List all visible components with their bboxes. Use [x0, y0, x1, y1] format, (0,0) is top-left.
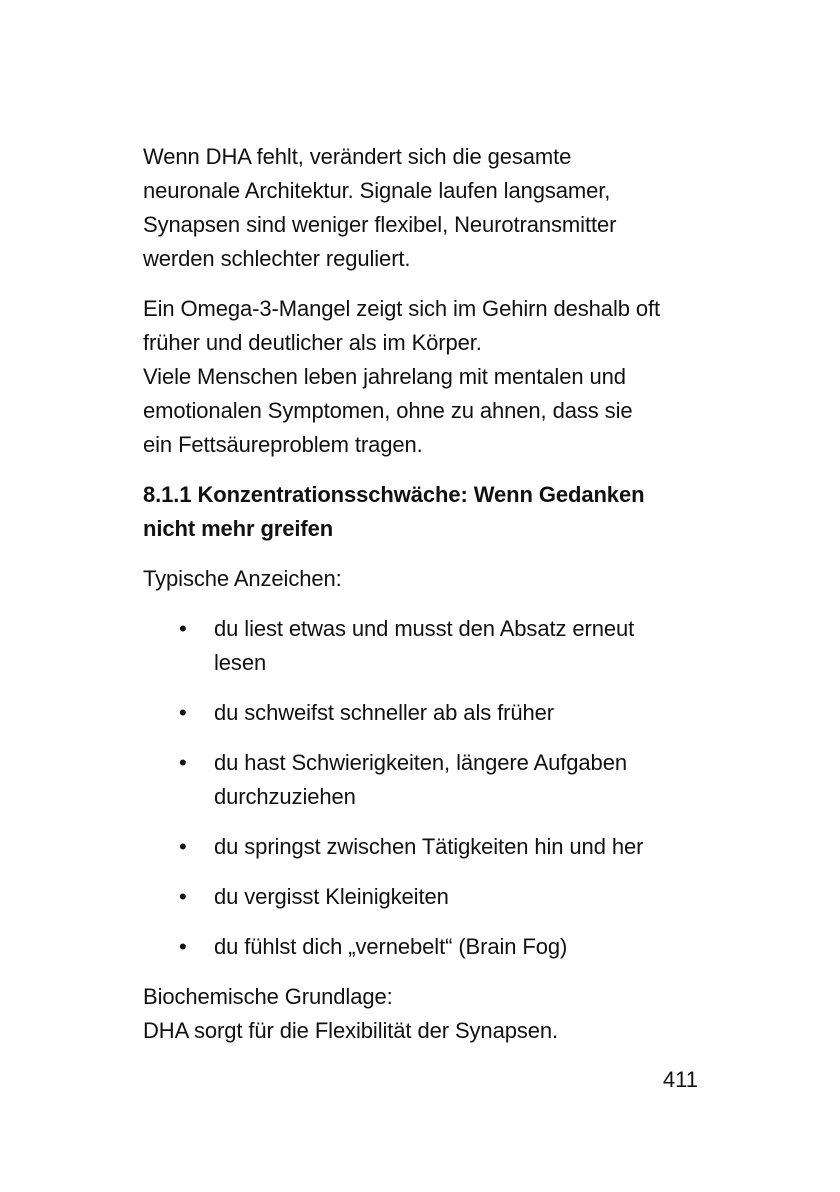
text-line: ein Fettsäureproblem tragen.	[143, 432, 423, 457]
text-line: Biochemische Grundlage:	[143, 984, 393, 1009]
text-line: neuronale Architektur. Signale laufen langsamer,	[143, 178, 611, 203]
bullet-icon: •	[179, 700, 187, 725]
paragraph-dha-deficiency	[143, 140, 703, 276]
list-item-text: du liest etwas und musst den Absatz erneut	[214, 616, 635, 641]
heading-line: nicht mehr greifen	[143, 516, 334, 541]
text-line: werden schlechter reguliert.	[143, 246, 411, 271]
paragraph-omega3-deficiency	[143, 292, 703, 462]
bullet-icon: •	[179, 750, 187, 775]
symptom-list	[143, 612, 703, 964]
text-line: Viele Menschen leben jahrelang mit mentalen und	[143, 364, 626, 389]
text-line: Typische Anzeichen:	[143, 566, 342, 591]
list-item-text: durchzuziehen	[214, 784, 356, 809]
list-item-text: du schweifst schneller ab als früher	[214, 700, 555, 725]
text-line: emotionalen Symptomen, ohne zu ahnen, dass sie	[143, 398, 633, 423]
list-item	[143, 830, 703, 864]
list-item-text: du hast Schwierigkeiten, längere Aufgaben	[214, 750, 627, 775]
list-item	[143, 696, 703, 730]
list-item-text: du fühlst dich „vernebelt“ (Brain Fog)	[214, 934, 568, 959]
text-line: Synapsen sind weniger flexibel, Neurotransmitter	[143, 212, 617, 237]
section-heading	[143, 478, 703, 546]
list-item	[143, 930, 703, 964]
paragraph-biochemical-basis	[143, 980, 703, 1048]
bullet-icon: •	[179, 616, 187, 641]
text-line: DHA sorgt für die Flexibilität der Synapsen.	[143, 1018, 559, 1043]
list-item-text: lesen	[214, 650, 267, 675]
signs-label	[143, 562, 703, 596]
heading-line: 8.1.1 Konzentrationsschwäche: Wenn Gedanken	[143, 482, 645, 507]
text-line: Ein Omega-3-Mangel zeigt sich im Gehirn deshalb oft	[143, 296, 661, 321]
page-number: 411	[662, 1067, 698, 1092]
page-content	[143, 140, 703, 1064]
text-line: früher und deutlicher als im Körper.	[143, 330, 482, 355]
bullet-icon: •	[179, 834, 187, 859]
bullet-icon: •	[179, 934, 187, 959]
list-item	[143, 880, 703, 914]
text-line: Wenn DHA fehlt, verändert sich die gesamte	[143, 144, 572, 169]
bullet-icon: •	[179, 884, 187, 909]
list-item	[143, 612, 703, 680]
list-item	[143, 746, 703, 814]
list-item-text: du springst zwischen Tätigkeiten hin und her	[214, 834, 644, 859]
list-item-text: du vergisst Kleinigkeiten	[214, 884, 449, 909]
